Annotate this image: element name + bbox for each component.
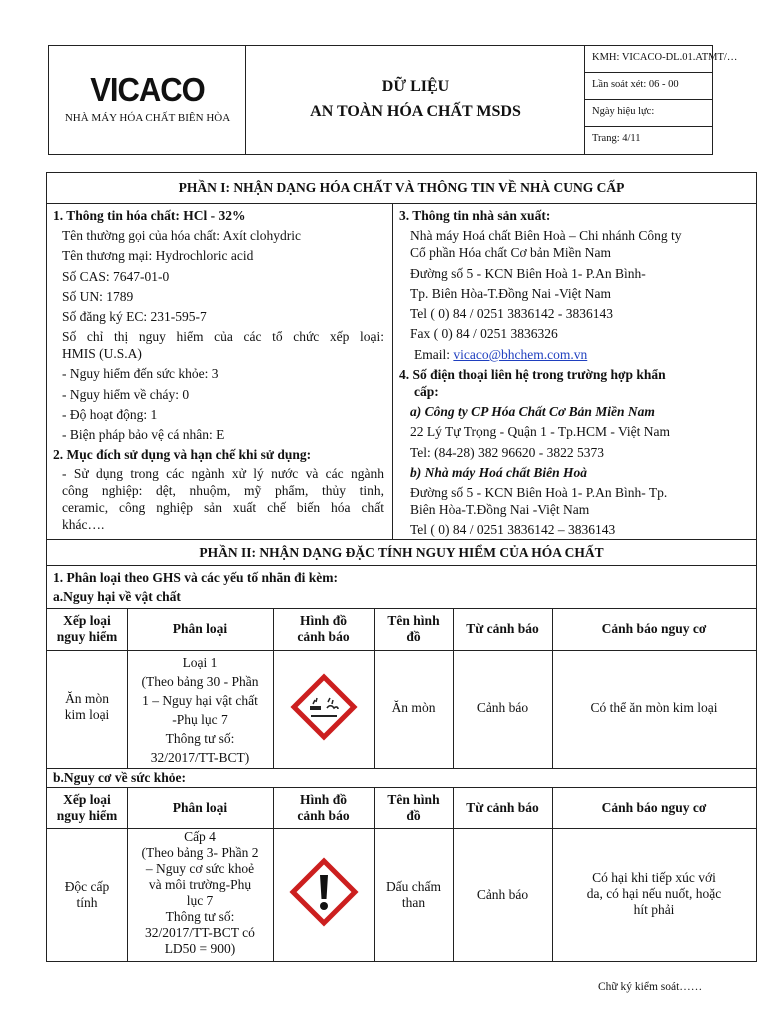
manufacturer-tel: Tel ( 0) 84 / 0251 3836142 - 3836143 bbox=[410, 306, 614, 321]
trade-name: Tên thương mại: Hydrochloric acid bbox=[62, 248, 254, 263]
col-header-hazard-statement: Cảnh báo nguy cơ bbox=[601, 800, 707, 815]
chem-info-value: HCl - 32% bbox=[183, 208, 246, 223]
page-number: Trang: 4/11 bbox=[592, 133, 641, 144]
col-header-pictogram: Hình đồ cảnh báo bbox=[297, 792, 350, 823]
company-b-address: Đường số 5 - KCN Biên Hoà 1- P.An Bình- Tp. bbox=[410, 485, 668, 500]
col-header-pictogram: Hình đồ cảnh báo bbox=[297, 613, 350, 644]
email-label: Email: bbox=[414, 347, 454, 362]
divider bbox=[47, 650, 756, 651]
col-header-category: Phân loại bbox=[172, 621, 228, 636]
hmis-reactivity: - Độ hoạt động: 1 bbox=[62, 407, 158, 422]
cas-number: Số CAS: 7647-01-0 bbox=[62, 269, 170, 284]
divider bbox=[47, 787, 756, 788]
manufacturer-line: Nhà máy Hoá chất Biên Hoà – Chi nhánh Công ty bbox=[410, 228, 682, 243]
email-row bbox=[414, 347, 587, 363]
company-a-tel: Tel: (84-28) 382 96620 - 3822 5373 bbox=[410, 445, 605, 460]
col-header-signal-word: Từ cảnh báo bbox=[466, 621, 539, 636]
health-pictogram-name: Dấu chấm than bbox=[385, 879, 442, 910]
col-header-pictogram-name: Tên hình đồ bbox=[387, 792, 440, 823]
factory-name: NHÀ MÁY HÓA CHẤT BIÊN HÒA bbox=[64, 112, 231, 124]
company-b-address: Biên Hòa-T.Đồng Nai -Việt Nam bbox=[410, 502, 590, 517]
divider bbox=[47, 768, 756, 769]
document-meta bbox=[585, 46, 738, 154]
manufacturer-line: Tp. Biên Hòa-T.Đồng Nai -Việt Nam bbox=[410, 286, 612, 301]
hmis-ppe: - Biện pháp bảo vệ cá nhân: E bbox=[62, 427, 225, 442]
company-b-tel: Tel ( 0) 84 / 0251 3836142 – 3836143 bbox=[410, 522, 616, 537]
physical-pictogram-name: Ăn mòn bbox=[391, 700, 436, 715]
health-class: Độc cấp tính bbox=[64, 879, 110, 910]
health-hazard-statement: Có hại khi tiếp xúc với da, có hại nếu nuốt, hoặc hít phải bbox=[586, 870, 722, 917]
col-header-category: Phân loại bbox=[172, 800, 228, 815]
hmis-health: - Nguy hiểm đến sức khỏe: 3 bbox=[62, 366, 219, 381]
hmis-label: HMIS (U.S.A) bbox=[62, 346, 142, 361]
divider bbox=[47, 203, 756, 204]
manufacturer-fax: Fax ( 0) 84 / 0251 3836326 bbox=[410, 326, 558, 341]
email-link[interactable]: vicaco@bhchem.com.vn bbox=[453, 347, 588, 362]
column-divider bbox=[392, 203, 393, 539]
document-code: KMH: VICACO-DL.01.ATMT/… bbox=[585, 46, 712, 73]
divider bbox=[47, 539, 756, 540]
physical-hazard-statement: Có thể ăn mòn kim loại bbox=[590, 700, 718, 715]
physical-class: Ăn mòn kim loại bbox=[64, 691, 110, 722]
health-hazard-title: b.Nguy cơ về sức khỏe: bbox=[53, 770, 186, 785]
health-category: Cấp 4 (Theo bảng 3- Phần 2 – Nguy cơ sức khoẻ và môi trường-Phụ lục 7 Thông tư số: 32/2017/TT-BCT có LD50 = 900) bbox=[141, 829, 259, 956]
emergency-title-cont: cấp: bbox=[414, 384, 439, 399]
company-logo: VICACO bbox=[90, 70, 205, 109]
document-title-line1: DỮ LIỆU bbox=[381, 78, 450, 95]
corrosion-icon bbox=[292, 675, 356, 739]
effective-date: Ngày hiệu lực: bbox=[585, 100, 712, 127]
document-header bbox=[48, 45, 738, 155]
exclamation-icon bbox=[291, 859, 357, 925]
usage-title: 2. Mục đích sử dụng và hạn chế khi sử dụng: bbox=[53, 447, 312, 462]
col-header-pictogram-name: Tên hình đồ bbox=[387, 613, 440, 644]
company-a-address: 22 Lý Tự Trọng - Quận 1 - Tp.HCM - Việt Nam bbox=[410, 424, 671, 439]
col-header-class: Xếp loại nguy hiểm bbox=[56, 613, 118, 644]
part1-title: PHẦN I: NHẬN DẠNG HÓA CHẤT VÀ THÔNG TIN VỀ NHÀ CUNG CẤP bbox=[178, 180, 625, 195]
part2-title: PHẦN II: NHẬN DẠNG ĐẶC TÍNH NGUY HIỂM CỦA HÓA CHẤT bbox=[199, 545, 604, 560]
physical-hazard-title: a.Nguy hại về vật chất bbox=[53, 589, 181, 604]
physical-signal-word: Cảnh báo bbox=[476, 700, 529, 715]
hmis-fire: - Nguy hiểm về cháy: 0 bbox=[62, 387, 190, 402]
un-number: Số UN: 1789 bbox=[62, 289, 134, 304]
revision: Lần soát xét: 06 - 00 bbox=[585, 73, 712, 100]
divider bbox=[47, 608, 756, 609]
ghs-title: 1. Phân loại theo GHS và các yếu tố nhãn đi kèm: bbox=[53, 570, 339, 585]
usage-line: khác…. bbox=[62, 517, 105, 532]
usage-line: ceramic, công nghiệp sản xuất chế biến hóa chất bbox=[62, 500, 384, 515]
emergency-title: 4. Số điện thoại liên hệ trong trường hợp khẩn bbox=[399, 367, 666, 382]
control-signature: Chữ ký kiểm soát…… bbox=[598, 981, 703, 993]
chem-info-heading bbox=[53, 208, 246, 224]
logo-cell bbox=[49, 46, 246, 154]
chem-info-label: 1. Thông tin hóa chất: bbox=[53, 208, 184, 223]
manufacturer-line: Cổ phần Hóa chất Cơ bản Miền Nam bbox=[410, 245, 611, 260]
col-header-signal-word: Từ cảnh báo bbox=[466, 800, 539, 815]
title-cell bbox=[246, 46, 585, 154]
divider bbox=[47, 565, 756, 566]
ec-number: Số đăng ký EC: 231-595-7 bbox=[62, 309, 207, 324]
document-title-line2: AN TOÀN HÓA CHẤT MSDS bbox=[310, 103, 521, 120]
usage-line: - Sử dụng trong các ngành xử lý nước và các ngành bbox=[62, 466, 384, 481]
manufacturer-line: Đường số 5 - KCN Biên Hoà 1- P.An Bình- bbox=[410, 266, 646, 281]
physical-category: Loại 1 (Theo bảng 30 - Phần 1 – Nguy hại vật chất -Phụ lục 7 Thông tư số: 32/2017/TT-BCT) bbox=[141, 655, 259, 765]
common-name: Tên thường gọi của hóa chất: Axít clohydric bbox=[62, 228, 302, 243]
hazard-index-label: Số chỉ thị nguy hiểm của các tổ chức xếp loại: bbox=[62, 329, 384, 344]
health-signal-word: Cảnh báo bbox=[476, 887, 529, 902]
col-header-class: Xếp loại nguy hiểm bbox=[56, 792, 118, 823]
col-header-hazard-statement: Cảnh báo nguy cơ bbox=[601, 621, 707, 636]
company-a-label: a) Công ty CP Hóa Chất Cơ Bản Miền Nam bbox=[410, 404, 655, 419]
manufacturer-title: 3. Thông tin nhà sản xuất: bbox=[399, 208, 551, 223]
usage-line: công nghiệp: dệt, nhuộm, mỹ phẩm, thủy tinh, bbox=[62, 483, 384, 498]
msds-table bbox=[46, 172, 757, 962]
company-b-label: b) Nhà máy Hoá chất Biên Hoà bbox=[410, 465, 588, 480]
